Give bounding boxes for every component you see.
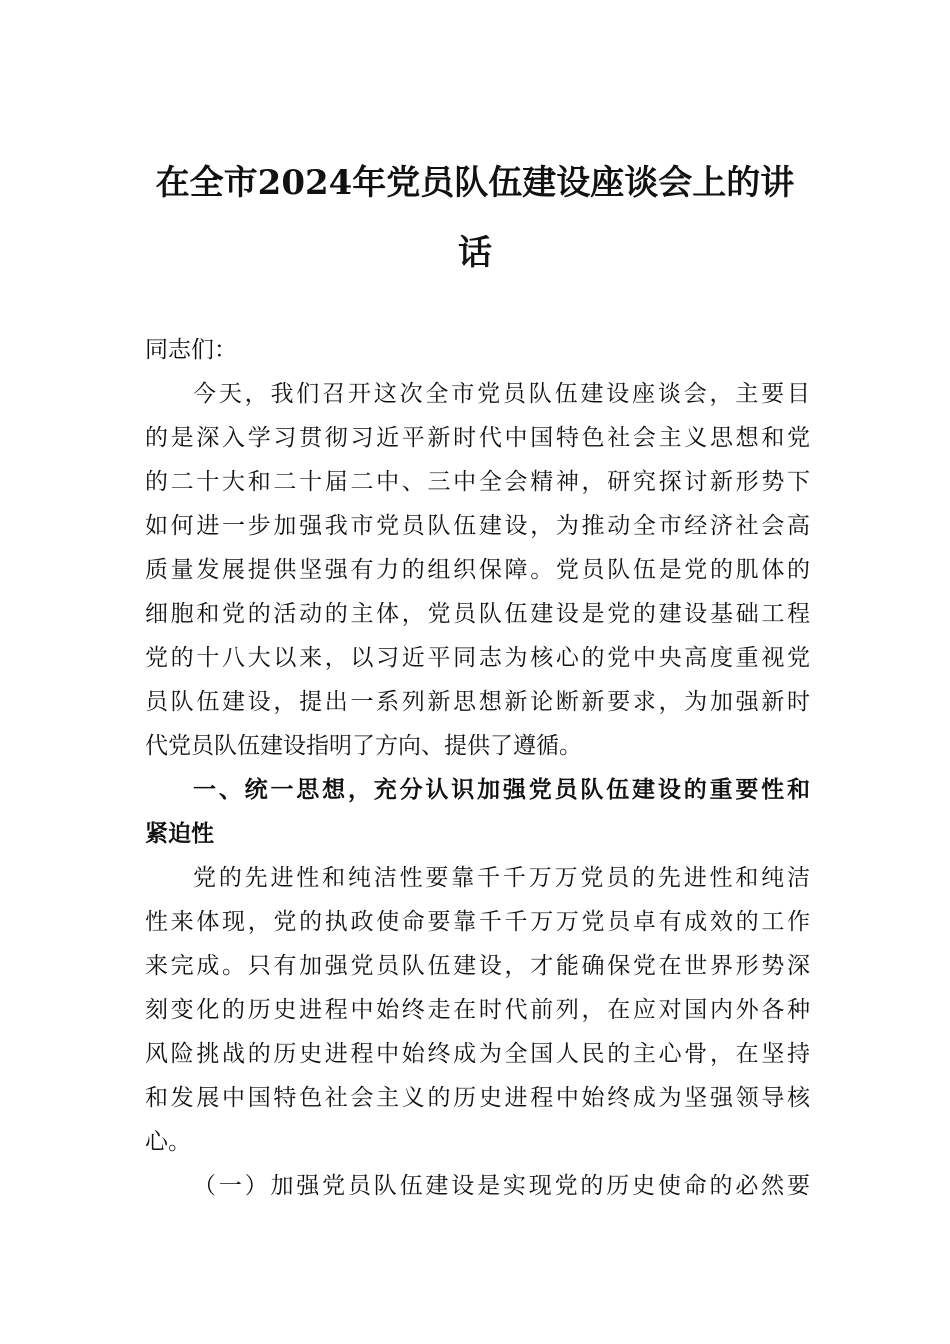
paragraph-line: 质量发展提供坚强有力的组织保障。党员队伍是党的肌体的 [145,557,810,583]
subsection-heading-1: （一）加强党员队伍建设是实现党的历史使命的必然要 [193,1173,810,1199]
paragraph-line: 代党员队伍建设指明了方向、提供了遵循。 [145,733,582,759]
section-heading-line: 一、统一思想，充分认识加强党员队伍建设的重要性和 [193,777,810,803]
title-line-2: 话 [458,233,492,273]
salutation: 同志们： [145,337,237,363]
paragraph-line: 的二十大和二十届二中、三中全会精神，研究探讨新形势下 [145,469,810,495]
paragraph-line: 风险挑战的历史进程中始终成为全国人民的主心骨，在坚持 [145,1041,810,1067]
paragraph-line: 今天，我们召开这次全市党员队伍建设座谈会，主要目 [193,381,810,407]
paragraph-line: 员队伍建设，提出一系列新思想新论断新要求，为加强新时 [145,689,810,715]
paragraph-line: 党的先进性和纯洁性要靠千千万万党员的先进性和纯洁 [193,865,810,891]
paragraph-line: 的是深入学习贯彻习近平新时代中国特色社会主义思想和党 [145,425,810,451]
paragraph-line: 刻变化的历史进程中始终走在时代前列，在应对国内外各种 [145,997,810,1023]
paragraph-line: 如何进一步加强我市党员队伍建设，为推动全市经济社会高 [145,513,810,539]
paragraph-line: 和发展中国特色社会主义的历史进程中始终成为坚强领导核 [145,1085,810,1111]
document-title [130,148,820,288]
paragraph-section-1 [145,856,810,1164]
paragraph-line: 党的十八大以来，以习近平同志为核心的党中央高度重视党 [145,645,810,671]
section-heading-line: 紧迫性 [145,821,214,847]
paragraph-line: 细胞和党的活动的主体，党员队伍建设是党的建设基础工程 [145,601,810,627]
section-heading-1 [145,768,810,856]
document-body [145,328,810,1208]
paragraph-line: 心。 [145,1129,191,1155]
title-line-1: 在全市2024年党员队伍建设座谈会上的讲 [155,163,795,203]
paragraph-line: 性来体现，党的执政使命要靠千千万万党员卓有成效的工作 [145,909,810,935]
paragraph-line: 来完成。只有加强党员队伍建设，才能确保党在世界形势深 [145,953,810,979]
paragraph-intro [145,372,810,768]
